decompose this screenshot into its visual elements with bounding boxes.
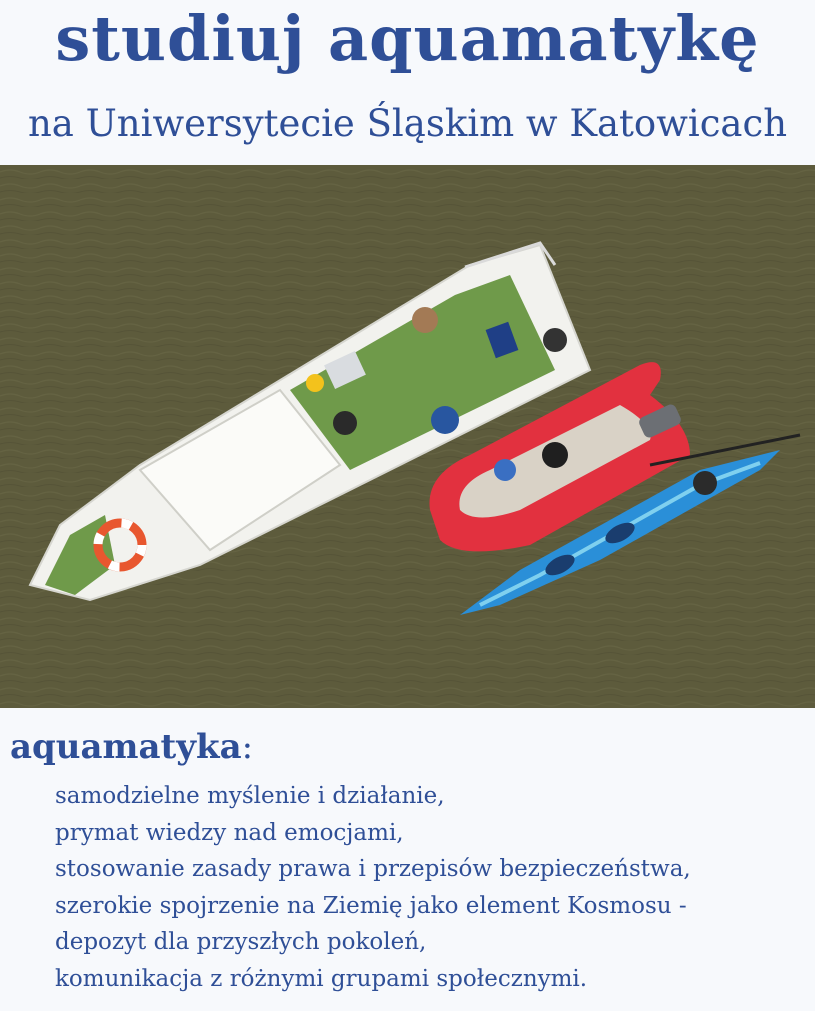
list-item: depozyt dla przyszłych pokoleń, [55,929,427,955]
list-item: stosowanie zasady prawa i przepisów bezpieczeństwa, [55,856,691,882]
list-item: komunikacja z różnymi grupami społecznymi. [55,965,588,992]
list-item: szerokie spojrzenie na Ziemię jako element Kosmosu - [55,892,687,919]
person-on-boat-1 [412,307,438,333]
list-item: samodzielne myślenie i działanie, [55,783,445,809]
feature-list [55,778,805,997]
list-item: prymat wiedzy nad emocjami, [55,819,404,846]
boats-illustration [0,165,815,708]
poster-header [0,0,815,165]
aerial-boats-photo [0,165,815,708]
yellow-bucket [306,374,324,392]
section-heading-text: aquamatyka [10,727,242,767]
poster-subtitle: na Uniwersytecie Śląskim w Katowicach [27,102,788,145]
section-heading-colon: : [241,727,254,767]
person-in-kayak [693,471,717,495]
person-in-pontoon-1 [494,459,516,481]
person-on-boat-2 [333,411,357,435]
person-on-boat-4 [543,328,567,352]
section-heading [10,724,253,770]
person-in-pontoon-2 [542,442,568,468]
poster-title: studiuj aquamatykę [55,2,760,75]
person-on-boat-3 [431,406,459,434]
